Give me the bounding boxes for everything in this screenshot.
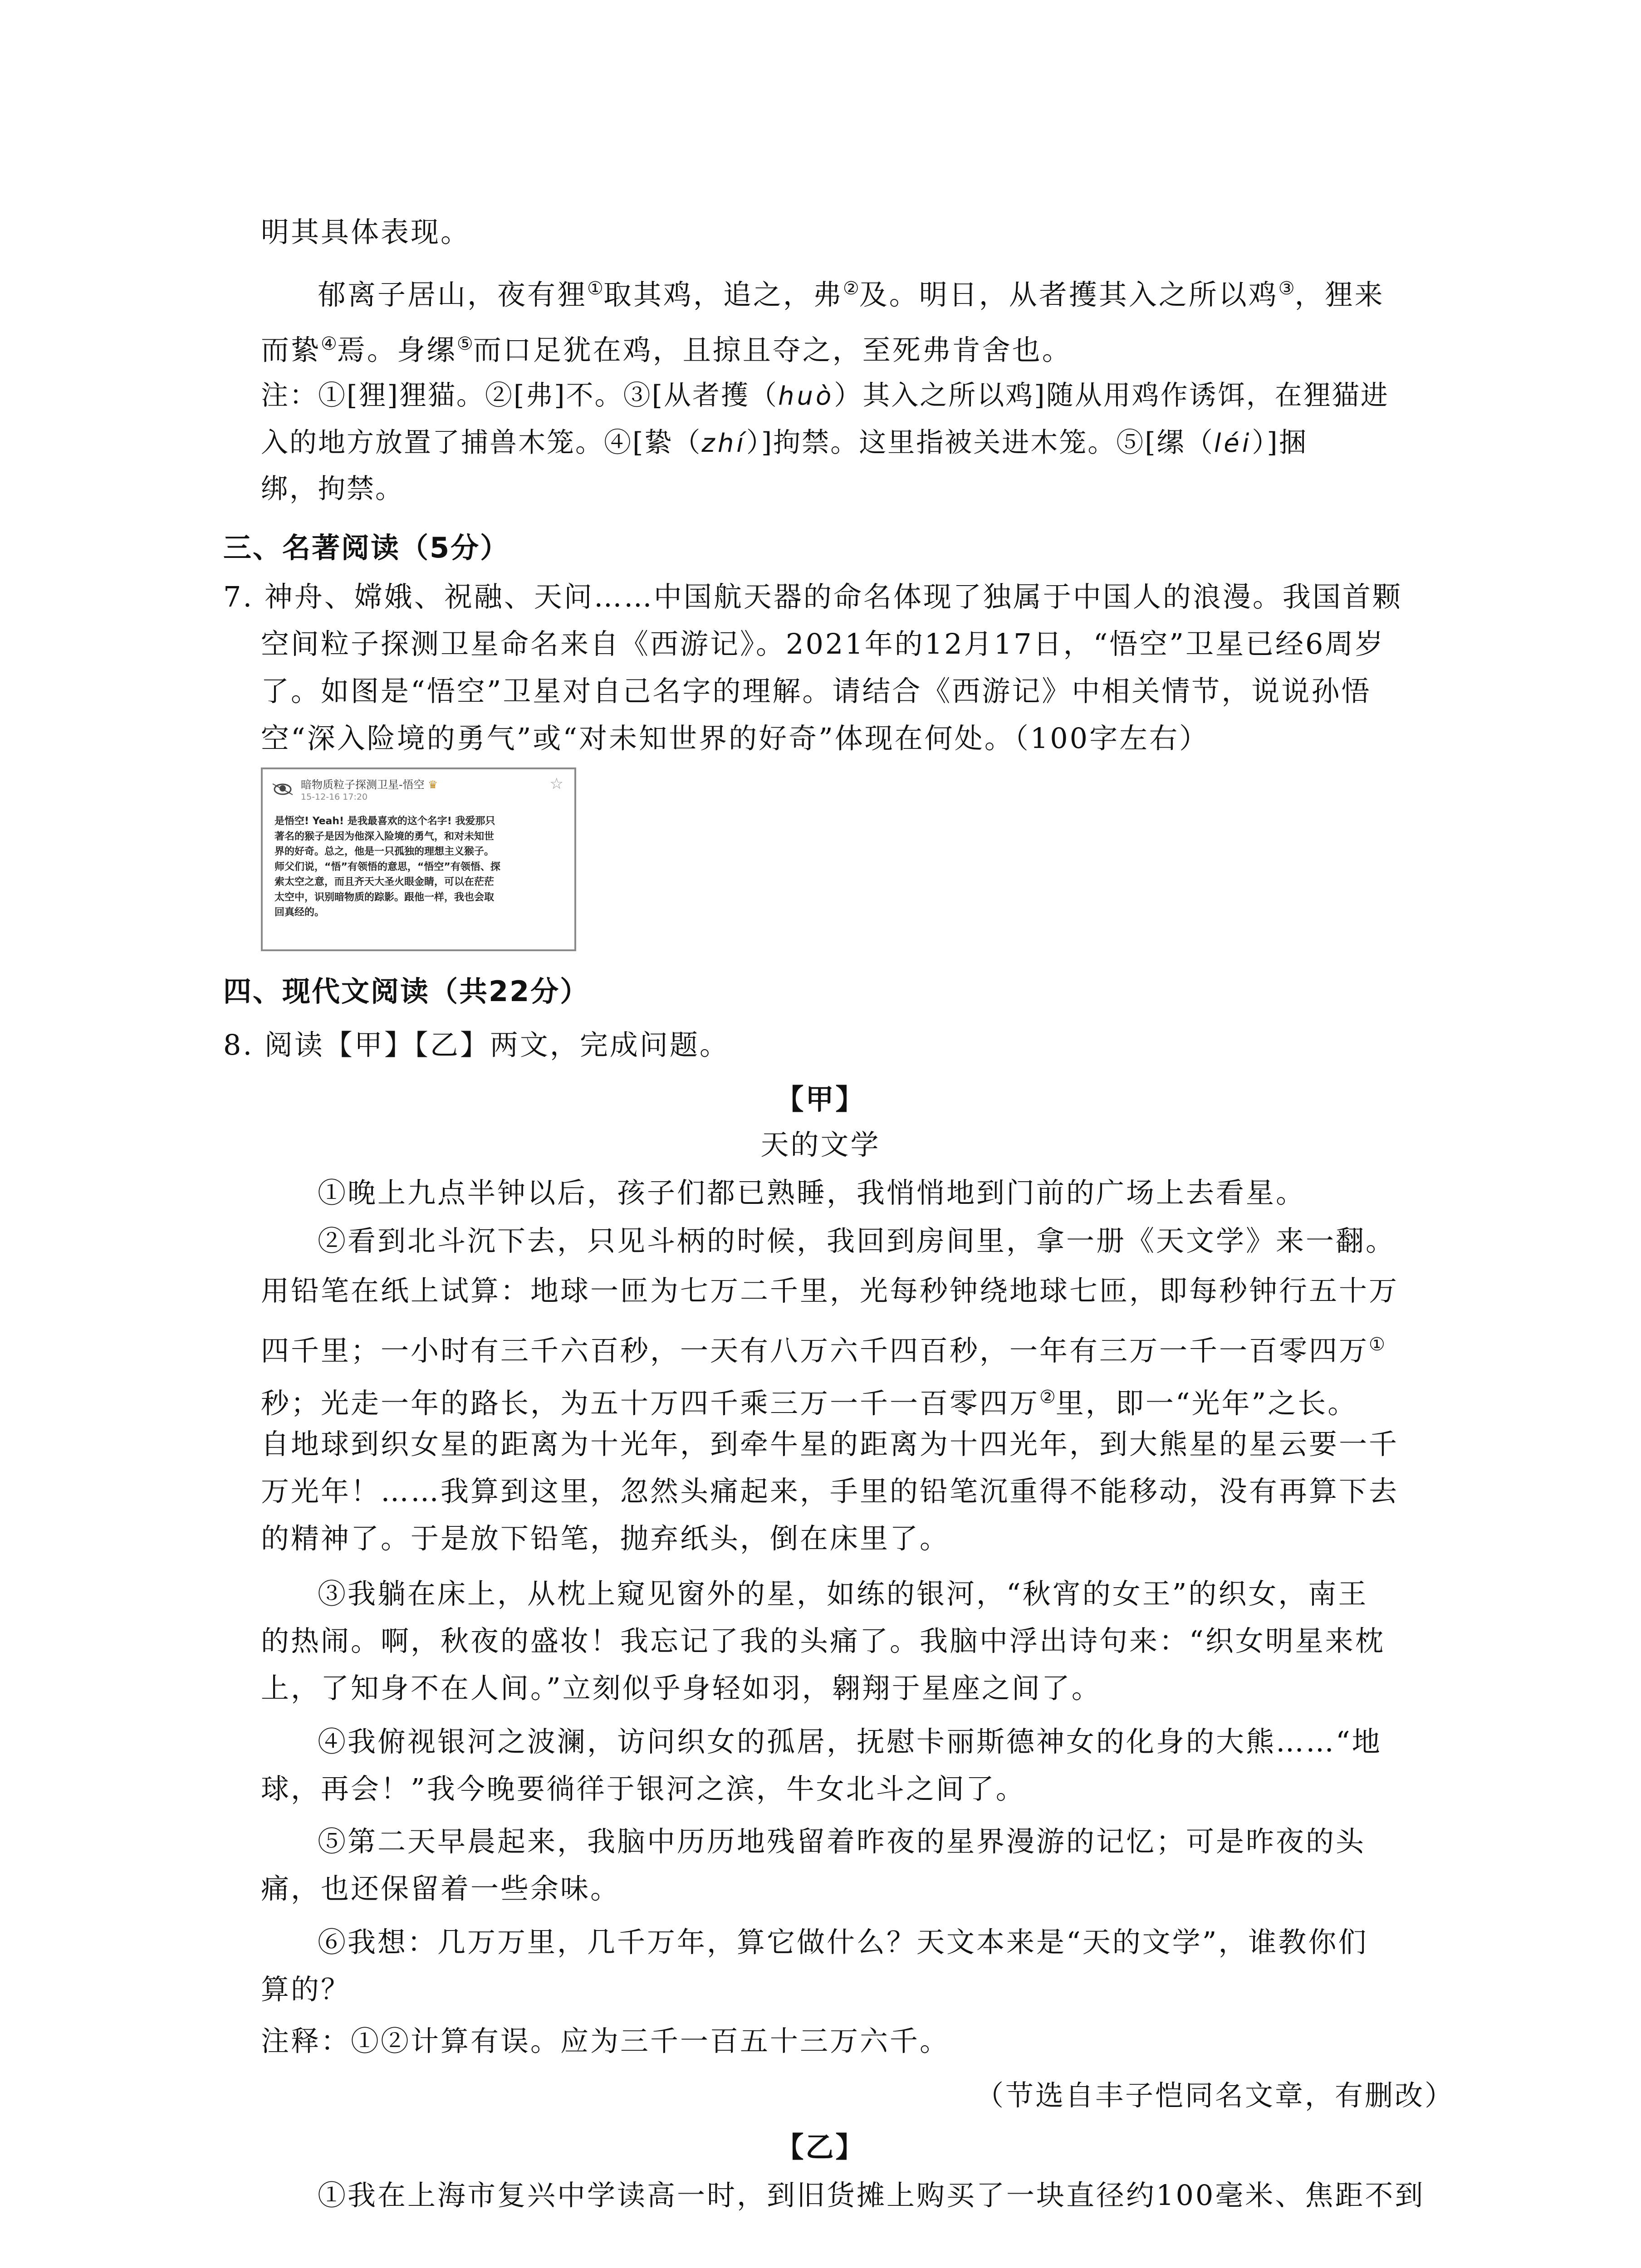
star-icon: ☆ [549,775,563,793]
jia-para3-line1: ③我躺在床上，从枕上窥见窗外的星，如练的银河，“秋宵的女王”的织女，南王 [318,1577,1368,1610]
footnote-mark-5: ⑤ [456,333,473,354]
jia-para2-line7: 的精神了。于是放下铅笔，抛弃纸头，倒在床里了。 [261,1522,950,1555]
jia-para4-line2: 球，再会！”我今晚要徜徉于银河之滨，牛女北斗之间了。 [261,1772,1026,1805]
jia-para3-line3: 上，了知身不在人间。”立刻似乎身轻如羽，翱翔于星座之间了。 [261,1672,1102,1705]
footnote-mark-2: ② [1039,1387,1056,1408]
jia-para4-line1: ④我俯视银河之波澜，访问织女的孤居，抚慰卡丽斯德神女的化身的大熊……“地 [318,1725,1382,1758]
section-heading-4: 四、现代文阅读（共22分） [223,975,590,1008]
post-author-name: 暗物质粒子探测卫星-悟空 ♛ [301,778,438,791]
yi-para1-line1: ①我在上海市复兴中学读高一时，到旧货摊上购买了一块直径约100毫米、焦距不到 [318,2179,1425,2212]
post-body-line: 师父们说，“悟”有领悟的意思，“悟空”有领悟、探 [274,861,500,873]
jia-para2-line1: ②看到北斗沉下去，只见斗柄的时候，我回到房间里，拿一册《天文学》来一翻。 [318,1224,1396,1257]
q7-line3: 了。如图是“悟空”卫星对自己名字的理解。请结合《西游记》中相关情节，说说孙悟 [261,675,1372,708]
jia-para2-line4: 秒；光走一年的路长，为五十万四千乘三万一千一百零四万②里，即一“光年”之长。 [261,1387,1358,1420]
footnote-mark-2: ② [843,278,859,299]
jia-para3-line2: 的热闹。啊，秋夜的盛妆！我忘记了我的头痛了。我脑中浮出诗句来：“织女明星来枕 [261,1624,1385,1657]
jia-annotation: 注释：①②计算有误。应为三千一百五十三万六千。 [261,2024,950,2058]
jia-source: （节选自丰子恺同名文章，有删改） [975,2079,1455,2112]
post-body [274,814,565,920]
jia-para5-line2: 痛，也还保留着一些余味。 [261,1872,621,1905]
footnote-mark-1: ① [1369,1334,1385,1355]
post-timestamp: 15-12-16 17:20 [301,792,368,802]
jia-para2-line6: 万光年！……我算到这里，忽然头痛起来，手里的铅笔沉重得不能移动，没有再算下去 [261,1475,1399,1508]
q7-line1: 7. 神舟、嫦娥、祝融、天问……中国航天器的命名体现了独属于中国人的浪漫。我国首颗 [223,580,1402,613]
q6-prompt-tail: 明其具体表现。 [261,215,471,249]
footnote-mark-3: ③ [1278,278,1295,299]
jia-para6-line1: ⑥我想：几万万里，几千万年，算它做什么？天文本来是“天的文学”，谁教你们 [318,1926,1368,1959]
section-heading-3: 三、名著阅读（5分） [223,531,510,564]
jia-para6-line2: 算的？ [261,1973,351,2006]
post-body-line: 著名的猴子是因为他深入险境的勇气，和对未知世 [274,831,495,842]
satellite-avatar-icon [271,779,294,797]
q6-classical-text-line1: 郁离子居山，夜有狸①取其鸡，追之，弗②及。明日，从者擭其入之所以鸡③，狸来 [318,278,1385,311]
q7-line4: 空“深入险境的勇气”或“对未知世界的好奇”体现在何处。（100字左右） [261,722,1210,755]
jia-para2-line3: 四千里；一小时有三千六百秒，一天有八万六千四百秒，一年有三万一千一百零四万① [261,1334,1385,1367]
footnote-mark-1: ① [587,278,603,299]
q6-notes-line1: 注：①[狸]狸猫。②[弗]不。③[从者擭（huò）其入之所以鸡]随从用鸡作诱饵，在狸猫进 [261,380,1389,411]
q7-line2: 空间粒子探测卫星命名来自《西游记》。2021年的12月17日，“悟空”卫星已经6周岁 [261,627,1385,660]
q6-notes-line2: 入的地方放置了捕兽木笼。④[絷（zhí）]拘禁。这里指被关进木笼。⑤[缧（léi）]捆 [261,427,1308,459]
wukong-post-screenshot [261,767,576,951]
post-body-line: 界的好奇。总之，他是一只孤独的理想主义猴子。 [274,846,495,857]
jia-para2-line2: 用铅笔在纸上试算：地球一匝为七万二千里，光每秒钟绕地球七匝，即每秒钟行五十万 [261,1274,1399,1307]
jia-para5-line1: ⑤第二天早晨起来，我脑中历历地残留着昨夜的星界漫游的记忆；可是昨夜的头 [318,1825,1366,1858]
post-body-line: 是悟空! Yeah! 是我最喜欢的这个名字! 我爱那只 [274,816,495,827]
q6-notes-line3: 绑，拘禁。 [261,473,404,505]
jia-para2-line5: 自地球到织女星的距离为十光年，到牵牛星的距离为十四光年，到大熊星的星云要一千 [261,1427,1399,1461]
post-body-line: 回真经的。 [274,907,325,918]
jia-para1: ①晚上九点半钟以后，孩子们都已熟睡，我悄悄地到门前的广场上去看星。 [318,1176,1306,1209]
passage-jia-title: 天的文学 [760,1128,881,1161]
post-body-line: 索太空之意，而且齐天大圣火眼金睛，可以在茫茫 [274,876,495,888]
q6-classical-text-line2: 而絷④焉。身缧⑤而口足犹在鸡，且掠且夺之，至死弗肯舍也。 [261,333,1072,367]
post-body-line: 太空中，识别暗物质的踪影。跟他一样，我也会取 [274,891,495,903]
passage-jia-label: 【甲】 [775,1083,866,1116]
crown-badge-icon: ♛ [428,778,438,791]
footnote-mark-4: ④ [321,333,337,354]
passage-yi-label: 【乙】 [775,2131,866,2164]
q8-intro: 8. 阅读【甲】【乙】两文，完成问题。 [223,1028,730,1061]
